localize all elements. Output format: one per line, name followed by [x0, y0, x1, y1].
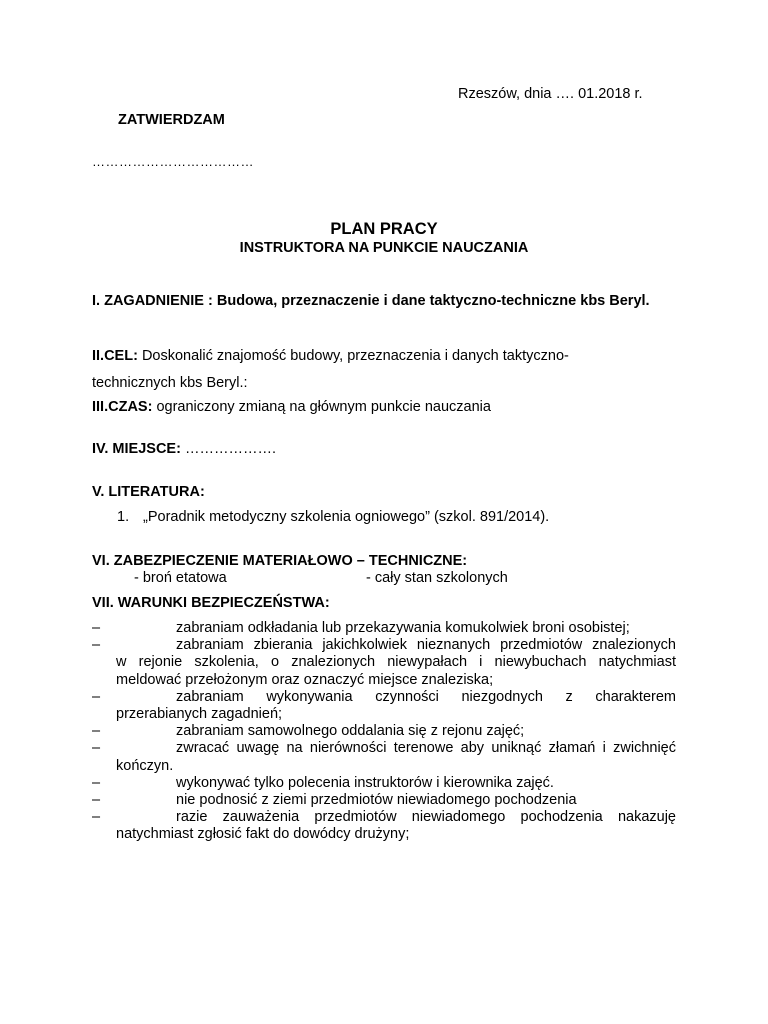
dash-bullet: –: [92, 774, 101, 791]
dash-bullet: –: [92, 688, 101, 705]
safety-item: [92, 637, 676, 654]
security-weapon: - broń etatowa: [134, 570, 227, 586]
safety-item-text: zabraniam zbierania jakichkolwiek nieznanych przedmiotów znalezionych: [176, 637, 676, 654]
safety-item-text: zabraniam wykonywania czynności niezgodnych z charakterem przerabianych zagadnień;: [116, 688, 676, 723]
plan-subtitle: INSTRUKTORA NA PUNKCIE NAUCZANIA: [239, 240, 529, 256]
safety-item: [92, 740, 676, 774]
safety-item: [92, 620, 676, 637]
place-date: Rzeszów, dnia …. 01.2018 r.: [458, 86, 643, 102]
safety-item: [92, 689, 676, 723]
literature-item-number: 1.: [117, 509, 130, 525]
goal-section: [92, 348, 569, 364]
safety-list: [92, 620, 676, 844]
goal-text-line2: technicznych kbs Beryl.:: [92, 375, 248, 391]
place-label: IV. MIEJSCE:: [92, 441, 181, 457]
safety-heading: VII. WARUNKI BEZPIECZEŃSTWA:: [92, 595, 330, 611]
safety-item-text: wykonywać tylko polecenia instruktorów i kierownika zajęć.: [176, 774, 554, 791]
goal-label: II.CEL:: [92, 348, 138, 364]
time-section: [92, 399, 491, 415]
safety-item-text: razie zauważenia przedmiotów niewiadomego pochodzenia nakazuję natychmiast zgłosić fakt do dowódcy drużyny;: [116, 809, 676, 843]
safety-item-text: nie podnosić z ziemi przedmiotów niewiadomego pochodzenia: [176, 792, 577, 809]
dash-bullet: –: [92, 723, 101, 740]
safety-item: [92, 792, 676, 809]
approve-title: ZATWIERDZAM: [118, 112, 225, 128]
plan-title: PLAN PRACY: [330, 220, 438, 238]
safety-item-text: w rejonie szkolenia, o znalezionych niewypałach i niewybuchach natychmiast meldować przełożonym oraz oznaczyć miejsce znaleziska;: [116, 654, 676, 688]
dash-bullet: –: [92, 637, 101, 654]
safety-item: [92, 723, 676, 740]
security-heading: VI. ZABEZPIECZENIE MATERIAŁOWO – TECHNICZNE:: [92, 553, 468, 569]
dash-bullet: –: [92, 740, 101, 757]
place-text: ……………….: [180, 441, 276, 457]
time-label: III.CZAS:: [92, 399, 153, 415]
goal-text-line1: Doskonalić znajomość budowy, przeznaczenia i danych taktyczno-: [137, 348, 569, 364]
security-personnel: - cały stan szkolonych: [366, 570, 508, 586]
safety-item-text: zwracać uwagę na nierówności terenowe aby uniknąć złamań i zwichnięć kończyn.: [116, 740, 676, 774]
dash-bullet: –: [92, 792, 101, 809]
dash-bullet: –: [92, 620, 101, 636]
literature-item-text: „Poradnik metodyczny szkolenia ogniowego” (szkol. 891/2014).: [143, 509, 550, 525]
place-section: [92, 441, 276, 457]
safety-item-continuation: [92, 654, 676, 688]
safety-item-text: zabraniam samowolnego oddalania się z rejonu zajęć;: [176, 723, 525, 740]
time-text: ograniczony zmianą na głównym punkcie nauczania: [152, 399, 491, 415]
literature-heading: V. LITERATURA:: [92, 484, 205, 500]
topic-section: I. ZAGADNIENIE : Budowa, przeznaczenie i dane taktyczno-techniczne kbs Beryl.: [92, 293, 650, 309]
signature-line: ………………………………: [92, 154, 254, 169]
safety-item: [92, 775, 676, 792]
literature-item: [117, 509, 549, 525]
safety-item: [92, 809, 676, 843]
dash-bullet: –: [92, 809, 101, 826]
safety-item-text: zabraniam odkładania lub przekazywania komukolwiek broni osobistej;: [176, 620, 630, 636]
